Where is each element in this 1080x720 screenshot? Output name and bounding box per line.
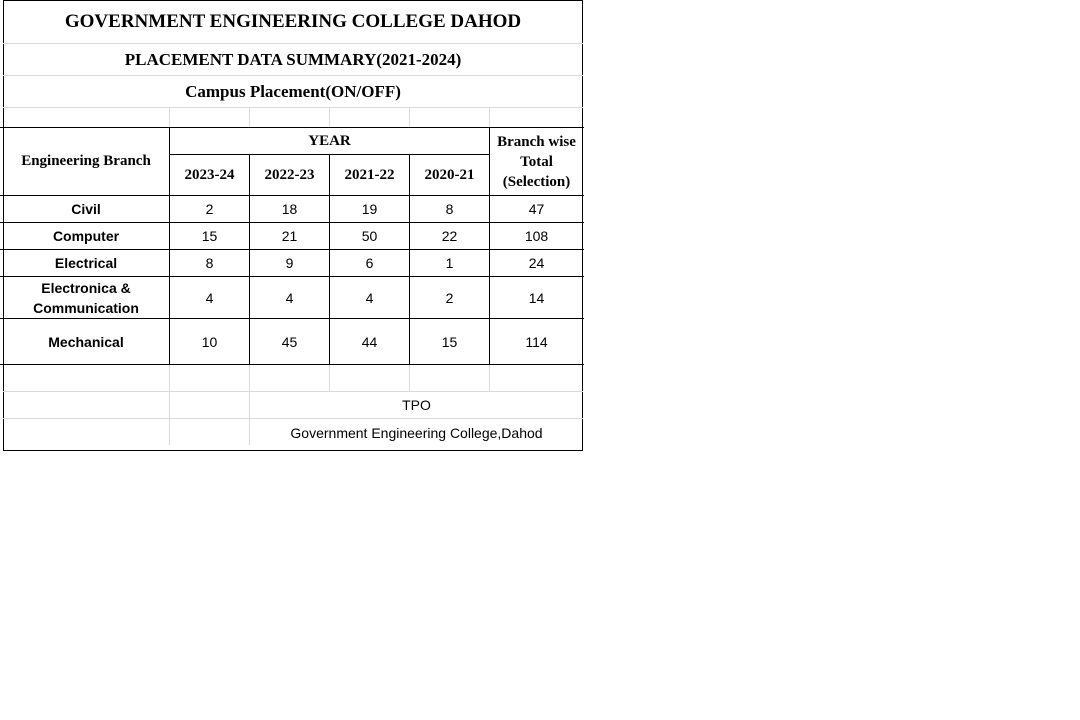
- table-cell[interactable]: 4: [205, 289, 214, 306]
- table-cell[interactable]: 19: [361, 201, 378, 217]
- table-cell[interactable]: 10: [201, 333, 218, 350]
- page-title[interactable]: GOVERNMENT ENGINEERING COLLEGE DAHOD: [64, 11, 522, 32]
- table-cell[interactable]: 9: [285, 255, 294, 271]
- table-cell[interactable]: 18: [281, 201, 298, 217]
- table-cell[interactable]: 15: [441, 333, 458, 350]
- table-cell[interactable]: 2: [445, 289, 454, 306]
- campus-subtitle[interactable]: Campus Placement(ON/OFF): [185, 81, 401, 101]
- table-cell[interactable]: 6: [365, 255, 374, 271]
- branch-electrical[interactable]: Electrical: [54, 255, 118, 271]
- branch-computer[interactable]: Computer: [52, 228, 120, 244]
- table-cell[interactable]: 4: [285, 289, 294, 306]
- branch-electronics-communication[interactable]: Electronica & Communication: [33, 279, 139, 316]
- table-cell[interactable]: 45: [281, 333, 298, 350]
- summary-subtitle[interactable]: PLACEMENT DATA SUMMARY(2021-2024): [124, 49, 462, 69]
- table-cell[interactable]: 8: [445, 201, 454, 217]
- total-cell[interactable]: 24: [528, 255, 545, 271]
- total-cell[interactable]: 14: [528, 289, 545, 306]
- total-cell[interactable]: 47: [528, 201, 545, 217]
- year-column-header[interactable]: YEAR: [308, 132, 351, 149]
- spreadsheet: [0, 0, 584, 452]
- year-header-2023-24[interactable]: 2023-24: [184, 166, 235, 183]
- branch-civil[interactable]: Civil: [71, 201, 101, 217]
- total-cell[interactable]: 114: [525, 333, 548, 350]
- table-cell[interactable]: 22: [441, 228, 458, 244]
- table-cell[interactable]: 8: [205, 255, 214, 271]
- table-cell[interactable]: 1: [445, 255, 454, 271]
- year-header-2022-23[interactable]: 2022-23: [264, 166, 315, 183]
- table-cell[interactable]: 21: [281, 228, 298, 244]
- branch-mechanical[interactable]: Mechanical: [48, 333, 124, 350]
- table-cell[interactable]: 44: [361, 333, 378, 350]
- total-cell[interactable]: 108: [524, 228, 549, 244]
- table-cell[interactable]: 4: [365, 289, 374, 306]
- college-signature[interactable]: Government Engineering College,Dahod: [290, 424, 543, 441]
- table-cell[interactable]: 15: [201, 228, 218, 244]
- year-header-2021-22[interactable]: 2021-22: [344, 166, 395, 183]
- tpo-label[interactable]: TPO: [402, 397, 431, 413]
- total-column-header[interactable]: Branch wise Total (Selection): [497, 133, 576, 190]
- table-cell[interactable]: 50: [361, 228, 378, 244]
- table-cell[interactable]: 2: [205, 201, 214, 217]
- year-header-2020-21[interactable]: 2020-21: [424, 166, 475, 183]
- branch-column-header[interactable]: Engineering Branch: [21, 153, 151, 169]
